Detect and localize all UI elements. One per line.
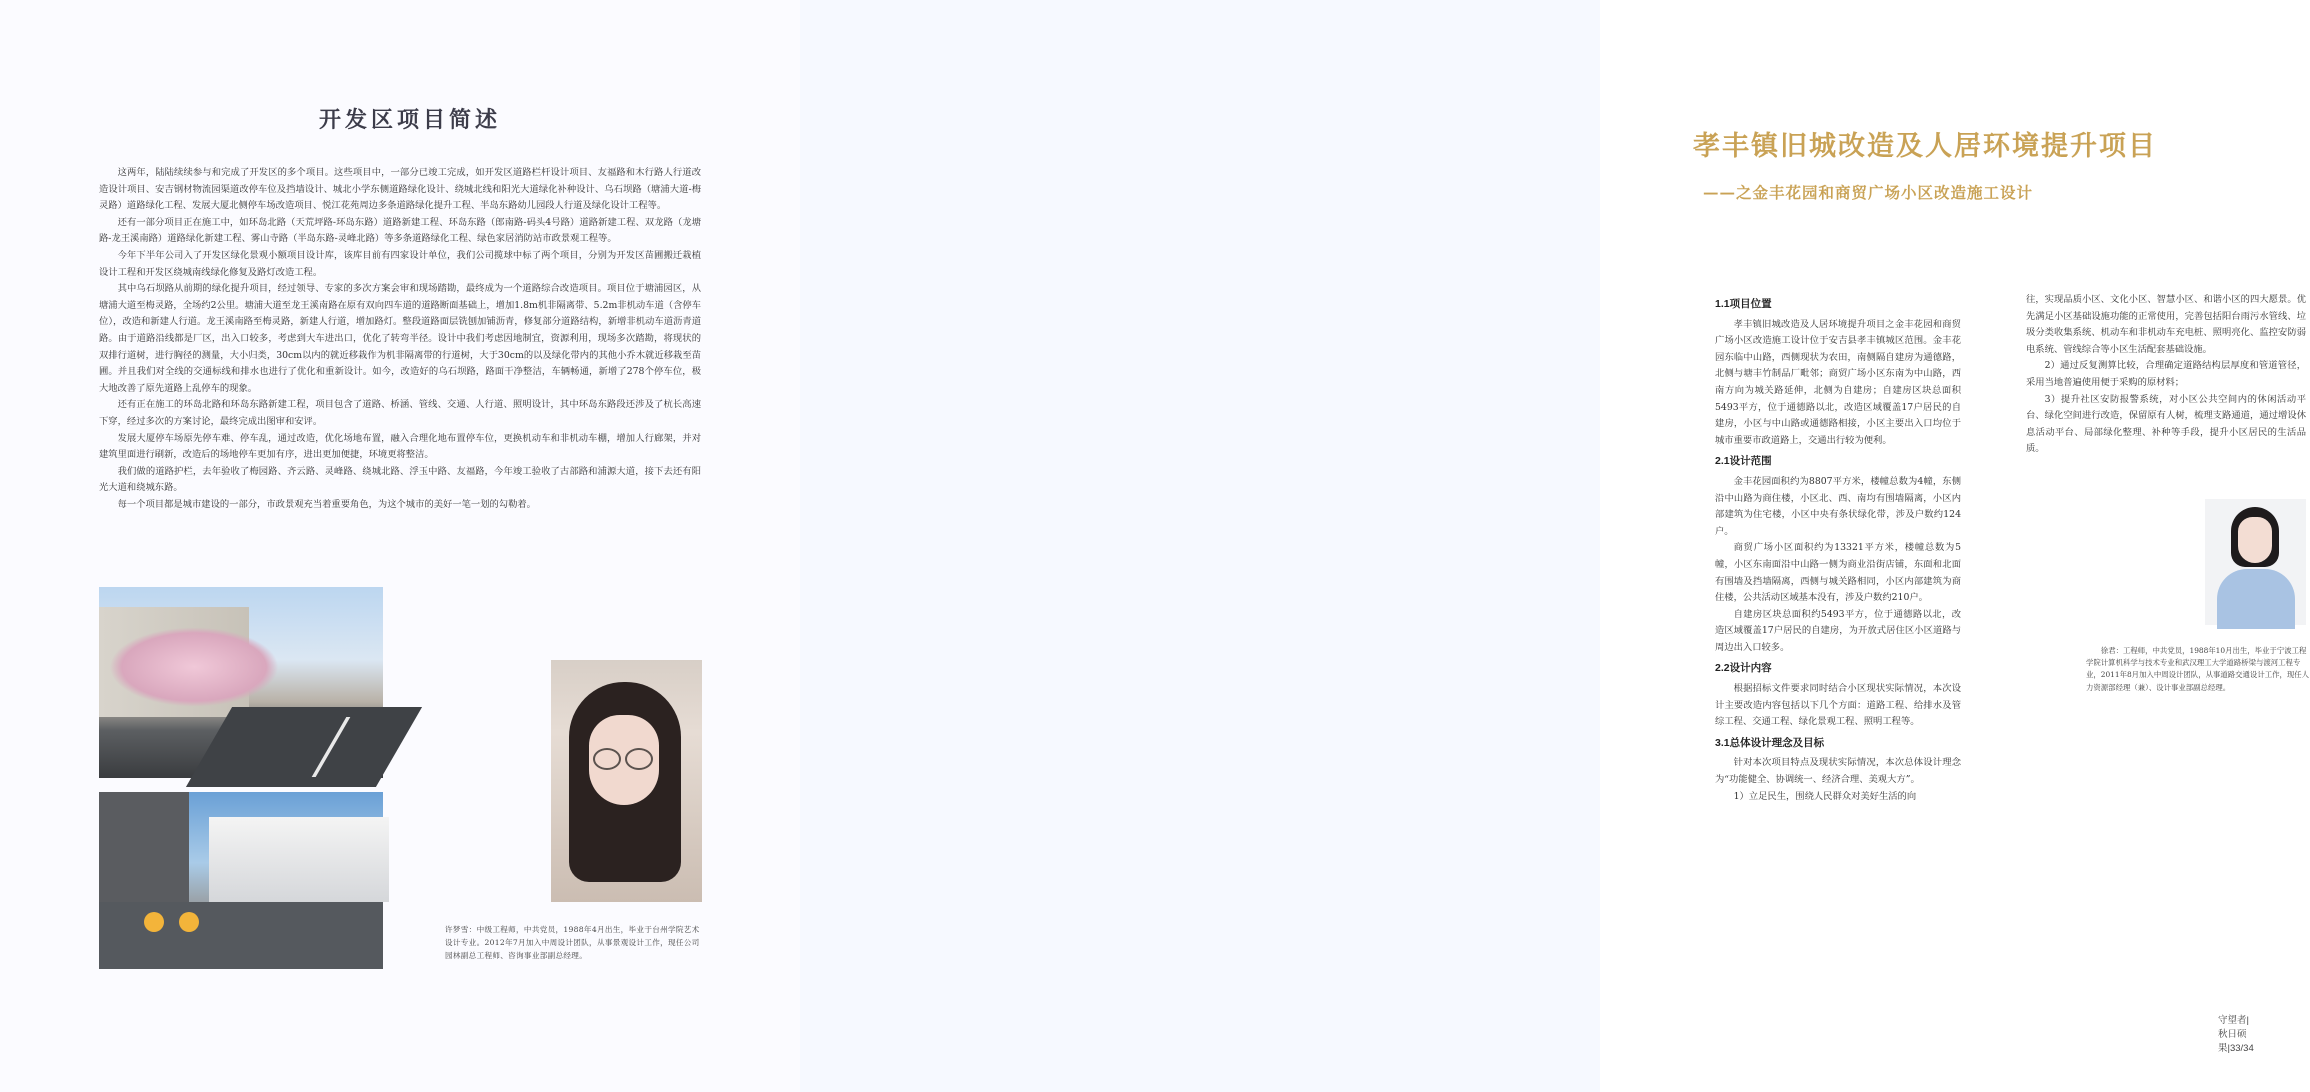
right-page-title: 孝丰镇旧城改造及人居环境提升项目	[1693, 131, 2157, 162]
street-rendering-image	[99, 587, 383, 778]
paragraph: 自建房区块总面积约5493平方，位于通德路以北，改造区域覆盖17户居民的自建房，为开放式居住区小区道路与周边出入口较多。	[1715, 608, 1961, 653]
section-heading: 2.1设计范围	[1715, 455, 1772, 468]
paragraph: 其中乌石坝路从前期的绿化提升项目，经过领导、专家的多次方案会审和现场踏勘，最终成为一个道路综合改造项目。项目位于塘浦园区，从塘浦大道至梅灵路，全场约2公里。塘浦大道至龙王溪南路在原有双向四车道的道路断面基础上，增加1.8m机非隔离带、5.2m非机动车道（含停车位），改造和新建人行道。龙王溪南路至梅灵路，新建人行道，增加路灯。整段道路面层铣刨加铺沥青，修复部分道路结构，新增非机动车道沥青道路。由于道路沿线都是厂区，出入口较多，考虑到大车进出口，优化了转弯半径。设计中我们考虑因地制宜，资源利用，现场多次踏勘，将现状的双排行道树，进行胸径的测量，大小归类，30cm以内的就近移栽作为机非隔离带的行道树，大于30cm的以及绿化带内的其他小乔木就近移栽至苗圃。并且我们对全线的交通标线和排水也进行了优化和重新设计。如今，改造好的乌石坝路，路面干净整洁，车辆畅通，新增了278个停车位，极大地改善了原先道路上乱停车的现象。	[99, 283, 701, 394]
paragraph: 根据招标文件要求同时结合小区现状实际情况，本次设计主要改造内容包括以下几个方面：道路工程、给排水及管综工程、交通工程、绿化景观工程、照明工程等。	[1715, 683, 1961, 728]
author-portrait-xu-mengxue	[551, 660, 702, 902]
paragraph: 还有一部分项目正在施工中，如环岛北路（天荒坪路-环岛东路）道路新建工程、环岛东路（郎南路-码头4号路）道路新建工程、双龙路（龙塘路-龙王溪南路）道路绿化新建工程、雾山寺路（半岛东路-灵峰北路）等多条道路绿化工程、绿色家居消防站市政景观工程等。	[99, 216, 701, 245]
paragraph: 2）通过反复测算比较，合理确定道路结构层厚度和管道管径，采用当地普遍使用便于采购的原材料；	[2026, 360, 2306, 388]
author-bio-caption: 徐君：工程师，中共党员，1988年10月出生，毕业于宁波工程学院计算机科学与技术专业和武汉理工大学道路桥梁与渡河工程专业，2011年8月加入中周设计团队，从事道路交通设计工作，现任人力资源部经理（兼）、设计事业部副总经理。	[2086, 646, 2310, 692]
section-heading: 1.1项目位置	[1715, 298, 1772, 310]
section-heading: 3.1总体设计理念及目标	[1715, 736, 1825, 749]
right-page	[800, 0, 2310, 1092]
article-column-2	[2026, 292, 2306, 458]
paragraph: 针对本次项目特点及现状实际情况，本次总体设计理念为“功能健全、协调统一、经济合理、美观大方”。	[1715, 757, 1961, 786]
paragraph: 金丰花园面积约为8807平方米，楼幢总数为4幢，东侧沿中山路为商住楼，小区北、西、南均有围墙隔离，小区内部建筑为住宅楼，小区中央有条状绿化带，涉及户数约124户。	[1715, 475, 1961, 537]
paragraph: 孝丰镇旧城改造及人居环境提升项目之金丰花园和商贸广场小区改造施工设计位于安吉县孝丰镇城区范围。金丰花园东临中山路，西侧现状为农田，南侧隔自建房为通德路，北侧与塘丰竹制品厂毗邻；商贸广场小区东南为中山路，西南方向为城关路延伸，北侧为自建房；自建房区块总面积5493平方，位于通德路以北，改造区域覆盖17户居民的自建房，小区与中山路或通德路相接，小区主要出入口均位于城市重要市政道路上，交通出行较为便利。	[1715, 318, 1961, 446]
article-column-1	[1715, 292, 1961, 805]
paragraph: 1）立足民生，围绕人民群众对美好生活的向	[1733, 790, 1917, 802]
paragraph: 这两年，陆陆续续参与和完成了开发区的多个项目。这些项目中，一部分已竣工完成，如开发区道路栏杆设计项目、友福路和木行路人行道改造设计项目、安吉钢材物流园渠道改停车位及挡墙设计、城北小学东侧道路绿化设计、绕城北线和阳光大道绿化补种设计、乌石坝路（塘浦大道-梅灵路）道路绿化工程、发展大厦北侧停车场改造项目、悦江花苑周边多条道路绿化提升工程、半岛东路幼儿园段人行道及绿化设计工程等。	[99, 167, 701, 212]
left-article-body	[99, 165, 701, 513]
paragraph: 我们做的道路护栏，去年验收了梅园路、齐云路、灵峰路、绕城北路、浮玉中路、友福路，今年竣工验收了古部路和浦源大道，接下去还有阳光大道和绕城东路。	[99, 465, 701, 494]
paragraph: 发展大厦停车场原先停车难、停车乱，通过改造，优化场地布置，融入合理化地布置停车位，更换机动车和非机动车棚，增加人行廊架，并对建筑里面进行刷新，改造后的场地停车更加有序，进出更加便捷，环境更将整洁。	[99, 432, 701, 461]
paragraph: 每一个项目都是城市建设的一部分，市政景观充当着重要角色，为这个城市的美好一笔一划的勾勒着。	[117, 498, 536, 510]
left-page-title: 开发区项目简述	[318, 107, 501, 133]
paragraph: 商贸广场小区面积约为13321平方米，楼幢总数为5幢，小区东南面沿中山路一侧为商业沿街店铺，东面和北面有围墙及挡墙隔离，西侧与城关路相同，小区内部建筑为商住楼，公共活动区域基本没有，涉及户数约210户。	[1715, 542, 1961, 604]
parking-lot-rendering-image	[99, 792, 383, 969]
author-portrait-xu-jun	[2205, 499, 2306, 625]
section-heading: 2.2设计内容	[1715, 662, 1772, 675]
paragraph: 今年下半年公司入了开发区绿化景观小额项目设计库，该库目前有四家设计单位，我们公司揽球中标了两个项目，分别为开发区苗圃搬迁栽植设计工程和开发区绕城南线绿化修复及路灯改造工程。	[99, 249, 701, 278]
left-page	[0, 0, 800, 1092]
right-page-subtitle: ——之金丰花园和商贸广场小区改造施工设计	[1703, 183, 2034, 202]
paragraph: 3）提升社区安防报警系统，对小区公共空间内的休闲活动平台、绿化空间进行改造，保留原有人树，梳理支路通道，通过增设休息活动平台、局部绿化整理、补种等手段，提升小区居民的生活品质。	[2026, 393, 2306, 455]
author-bio-caption: 许梦雪：中级工程师，中共党员，1988年4月出生，毕业于台州学院艺术设计专业。2012年7月加入中周设计团队，从事景观设计工作，现任公司园林副总工程师、咨询事业部副总经理。	[445, 925, 700, 960]
paragraph: 往，实现品质小区、文化小区、智慧小区、和谐小区的四大愿景。优先满足小区基础设施功能的正常使用，完善包括阳台雨污水管线、垃圾分类收集系统、机动车和非机动车充电桩、照明亮化、监控安防弱电系统、管线综合等小区生活配套基础设施。	[2026, 294, 2306, 355]
paragraph: 还有正在施工的环岛北路和环岛东路新建工程，项目包含了道路、桥涵、管线、交通、人行道、照明设计，其中环岛东路段还涉及了杭长高速下穿，经过多次的方案讨论，最终完成出图审和安评。	[99, 399, 701, 427]
page-footer: 守望者|秋日硕果|33/34	[2218, 1015, 2254, 1054]
